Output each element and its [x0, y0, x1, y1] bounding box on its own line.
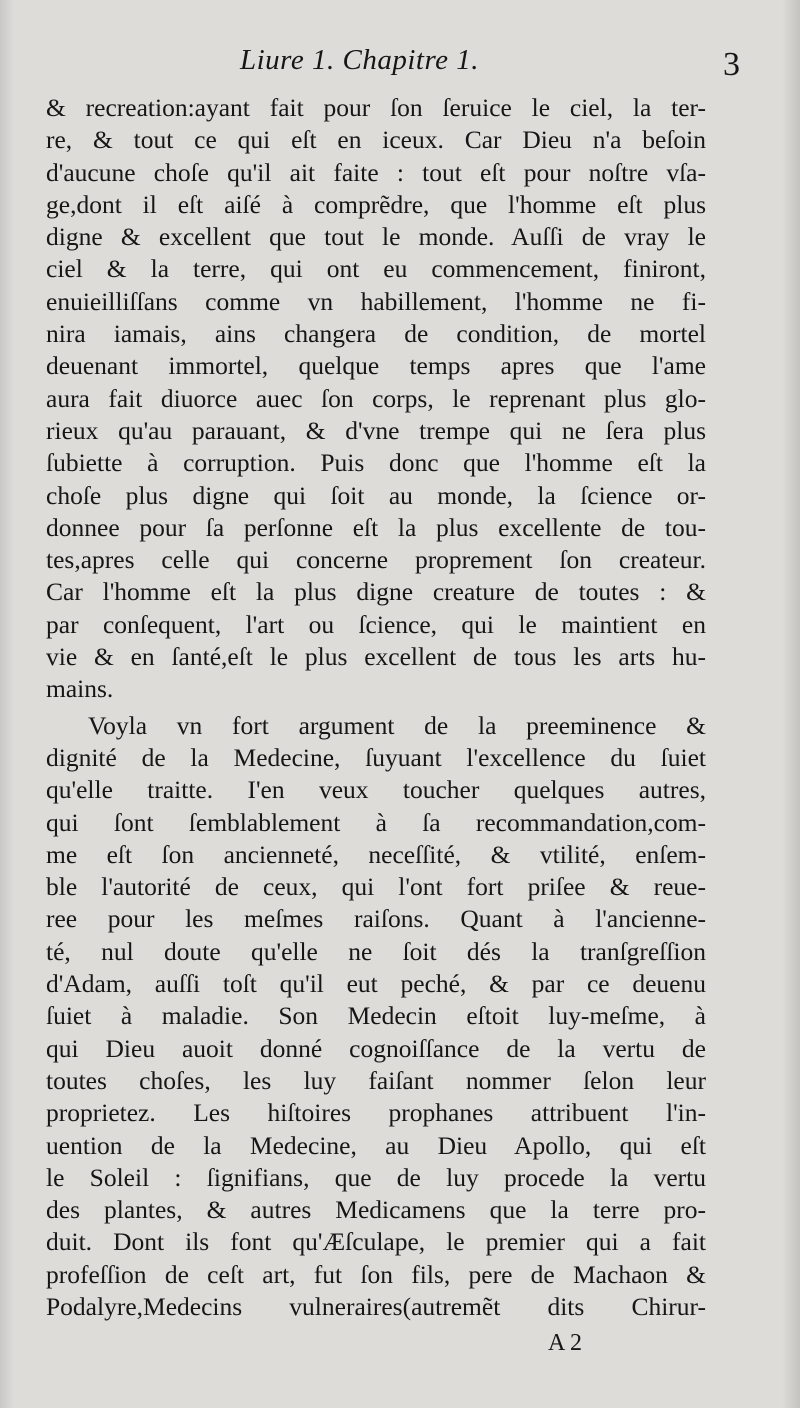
- text-line: qui Dieu auoit donné cognoiſſance de la vertu de: [46, 1033, 706, 1063]
- paragraph: [46, 92, 706, 706]
- text-line: Podalyre,Medecins vulneraires(autremẽt dits Chirur-: [46, 1291, 706, 1321]
- text-line: profeſſion de ceſt art, fut ſon fils, pere de Machaon &: [46, 1259, 706, 1289]
- text-line: proprietez. Les hiſtoires prophanes attribuent l'in-: [46, 1098, 706, 1128]
- text-line: re, & tout ce qui eſt en iceux. Car Dieu n'a beſoin: [46, 125, 706, 155]
- text-line: qui ſont ſemblablement à ſa recommandation,com-: [46, 807, 706, 837]
- text-line: digne & excellent que tout le monde. Auſſi de vray le: [46, 222, 706, 252]
- paragraph: [46, 710, 706, 1324]
- page-right-edge-shadow: [782, 0, 800, 1408]
- text-line: ree pour les meſmes raiſons. Quant à l'ancienne-: [46, 904, 706, 934]
- text-line: d'Adam, auſſi toſt qu'il eut peché, & par ce deuenu: [46, 969, 706, 999]
- text-line: me eſt ſon ancienneté, neceſſité, & vtilité, enſem-: [46, 839, 706, 869]
- text-line: enuieilliſſans comme vn habillement, l'homme ne fi-: [46, 286, 706, 316]
- body-text: [46, 92, 706, 1323]
- text-line: ge,dont il eſt aiſé à comprẽdre, que l'homme eſt plus: [46, 189, 706, 219]
- text-line: ble l'autorité de ceux, qui l'ont fort priſee & reue-: [46, 872, 706, 902]
- text-line: mains.: [46, 674, 114, 704]
- text-line: dignité de la Medecine, ſuyuant l'excellence du ſuiet: [46, 742, 706, 772]
- text-line: Car l'homme eſt la plus digne creature de toutes : &: [46, 577, 706, 607]
- text-line: par conſequent, l'art ou ſcience, qui le maintient en: [46, 609, 706, 639]
- text-line: deuenant immortel, quelque temps apres que l'ame: [46, 351, 706, 381]
- text-line: nira iamais, ains changera de condition, de mortel: [46, 319, 706, 349]
- text-line: ſubiette à corruption. Puis donc que l'homme eſt la: [46, 448, 706, 478]
- text-line: rieux qu'au parauant, & d'vne trempe qui ne ſera plus: [46, 415, 706, 445]
- text-line: duit. Dont ils font qu'Æſculape, le premier qui a fait: [46, 1227, 706, 1257]
- text-line: & recreation:ayant fait pour ſon ſeruice le ciel, la ter-: [46, 93, 706, 122]
- text-line: d'aucune choſe qu'il ait faite : tout eſt pour noſtre vſa-: [46, 157, 706, 187]
- text-line: Voyla vn fort argument de la preeminence &: [88, 710, 706, 740]
- text-line: tes,apres celle qui concerne proprement ſon createur.: [46, 545, 706, 575]
- text-line: toutes choſes, les luy faiſant nommer ſelon leur: [46, 1065, 706, 1095]
- text-line: aura fait diuorce auec ſon corps, le reprenant plus glo-: [46, 383, 706, 413]
- text-line: donnee pour ſa perſonne eſt la plus excellente de tou-: [46, 512, 706, 542]
- text-line: qu'elle traitte. I'en veux toucher quelques autres,: [46, 775, 706, 805]
- signature-mark: A 2: [548, 1330, 583, 1356]
- text-line: choſe plus digne qui ſoit au monde, la ſcience or-: [46, 480, 706, 510]
- text-line: le Soleil : ſignifians, que de luy procede la vertu: [46, 1162, 706, 1192]
- text-line: ſuiet à maladie. Son Medecin eſtoit luy-meſme, à: [46, 1001, 706, 1031]
- running-head: Liure 1. Chapitre 1.: [240, 44, 480, 76]
- text-line: ciel & la terre, qui ont eu commencement, finiront,: [46, 254, 706, 284]
- text-line: vie & en ſanté,eſt le plus excellent de tous les arts hu-: [46, 642, 706, 672]
- text-line: uention de la Medecine, au Dieu Apollo, qui eſt: [46, 1130, 706, 1160]
- text-line: des plantes, & autres Medicamens que la terre pro-: [46, 1195, 706, 1225]
- page-number: 3: [723, 46, 740, 83]
- page-left-edge-shadow: [0, 0, 14, 1408]
- page-header: [40, 44, 740, 94]
- text-line: té, nul doute qu'elle ne ſoit dés la tranſgreſſion: [46, 936, 706, 966]
